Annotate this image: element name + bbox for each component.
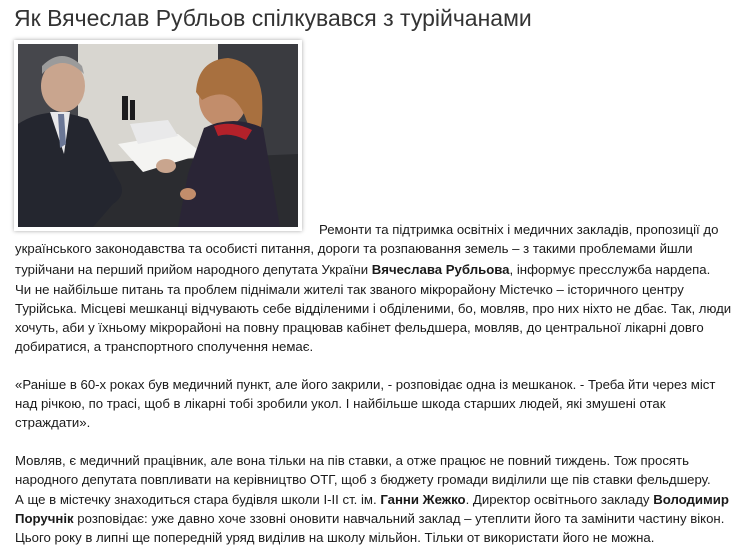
director-last-name: Поручнік bbox=[15, 511, 74, 526]
paragraph-1-line-1: Ремонти та підтримка освітніх і медичних закладів, пропозиції до bbox=[319, 222, 719, 237]
deputy-name: Вячеслава Рубльова bbox=[371, 262, 510, 277]
meeting-photo-illustration bbox=[18, 44, 298, 227]
paragraph-3-line-4: Поручнік розповідає: уже давно хоче ззовні оновити навчальний заклад – утеплити його та замінити частину вікон. bbox=[15, 511, 725, 526]
paragraph-3-line-1: Мовляв, є медичний працівник, але вона тільки на пів ставки, а отже працює не повний тиждень. Тож просять bbox=[15, 453, 689, 468]
paragraph-1-line-2: українського законодавства та особисті питання, дороги та розпаювання земель – з такими проблемами йшли bbox=[15, 241, 693, 256]
school-namesake: Ганни Жежко bbox=[380, 492, 466, 507]
paragraph-1-line-4: Чи не найбільше питань та проблем піднімали жителі так званого мікрорайону Містечко – історичного центру bbox=[15, 282, 684, 297]
director-first-name: Володимир bbox=[653, 492, 729, 507]
article-photo bbox=[14, 40, 302, 231]
paragraph-3-line-3: А ще в містечку знаходиться стара будівля школи I-II ст. ім. Ганни Жежко. Директор освітнього закладу Володимир bbox=[15, 492, 729, 507]
paragraph-1-line-3: турійчани на перший прийом народного депутата України Вячеслава Рубльова, інформує пресслужба нардепа. bbox=[15, 262, 711, 277]
paragraph-3-line-5: Цього року в липні ще попередній уряд виділив на школу мільйон. Тільки от використати його не можна. bbox=[15, 530, 655, 545]
paragraph-1-line-5: Турійська. Місцеві мешканці відчувають себе відділеними і обділеними, бо, мовляв, про них ніхто не дбає. Так, люди bbox=[15, 301, 732, 316]
paragraph-1-line-7: добиратися, а транспортного сполучення немає. bbox=[15, 339, 314, 354]
quote-line-3: страждати». bbox=[15, 415, 91, 430]
quote-line-2: над річкою, по трасі, щоб в лікарні тобі зробили укол. І найбільше шкода старших людей, які змушені отак bbox=[15, 396, 666, 411]
paragraph-3-line-2: народного депутата повпливати на керівництво ОТГ, щоб з бюджету громади виділили ще пів ставки фельдшеру. bbox=[15, 472, 711, 487]
article-title: Як Вячеслав Рубльов спілкувався з турійчанами bbox=[14, 5, 532, 31]
quote-line-1: «Раніше в 60-х роках був медичний пункт, але його закрили, - розповідає одна із мешканок. - Треба йти через міст bbox=[15, 377, 716, 392]
paragraph-1-line-6: хочуть, аби у їхньому мікрорайоні на повну працював кабінет фельдшера, мовляв, до центральної лікарні довго bbox=[15, 320, 704, 335]
